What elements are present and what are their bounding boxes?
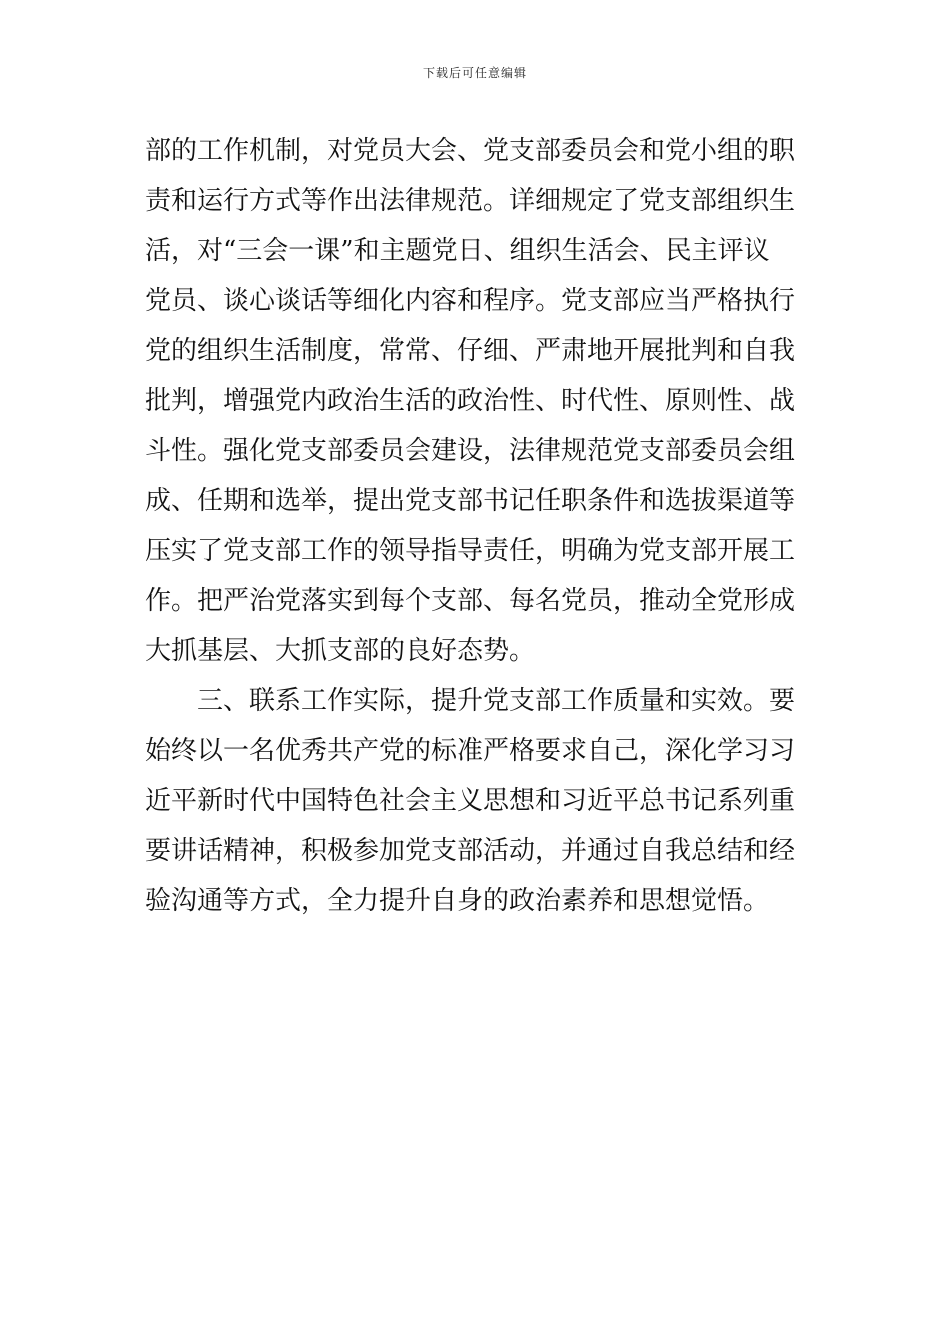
text-line: 三、联系工作实际，提升党支部工作质量和实效。要 — [197, 686, 796, 716]
text-line: 近平新时代中国特色社会主义思想和习近平总书记系列重 — [145, 786, 796, 816]
paragraph-1 — [145, 126, 805, 676]
text-line: 党员、谈心谈话等细化内容和程序。党支部应当严格执行 — [145, 286, 796, 316]
document-body — [145, 126, 805, 926]
text-line: 始终以一名优秀共产党的标准严格要求自己，深化学习习 — [145, 736, 796, 766]
text-line: 验沟通等方式，全力提升自身的政治素养和思想觉悟。 — [145, 886, 770, 916]
text-line: 成、任期和选举，提出党支部书记任职条件和选拔渠道等 — [145, 486, 796, 516]
header-note: 下载后可任意编辑 — [422, 66, 527, 80]
text-line: 斗性。强化党支部委员会建设，法律规范党支部委员会组 — [145, 436, 796, 466]
text-line: 压实了党支部工作的领导指导责任，明确为党支部开展工 — [145, 536, 796, 566]
text-line: 党的组织生活制度，常常、仔细、严肃地开展批判和自我 — [145, 336, 796, 366]
paragraph-2 — [145, 676, 805, 926]
text-line: 要讲话精神，积极参加党支部活动，并通过自我总结和经 — [145, 836, 796, 866]
text-line: 部的工作机制，对党员大会、党支部委员会和党小组的职 — [145, 136, 796, 166]
text-line: 大抓基层、大抓支部的良好态势。 — [145, 636, 536, 666]
text-line: 批判，增强党内政治生活的政治性、时代性、原则性、战 — [145, 386, 796, 416]
text-line: 作。把严治党落实到每个支部、每名党员，推动全党形成 — [145, 586, 796, 616]
text-line: 活，对“三会一课”和主题党日、组织生活会、民主评议 — [145, 236, 770, 266]
text-line: 责和运行方式等作出法律规范。详细规定了党支部组织生 — [145, 186, 796, 216]
